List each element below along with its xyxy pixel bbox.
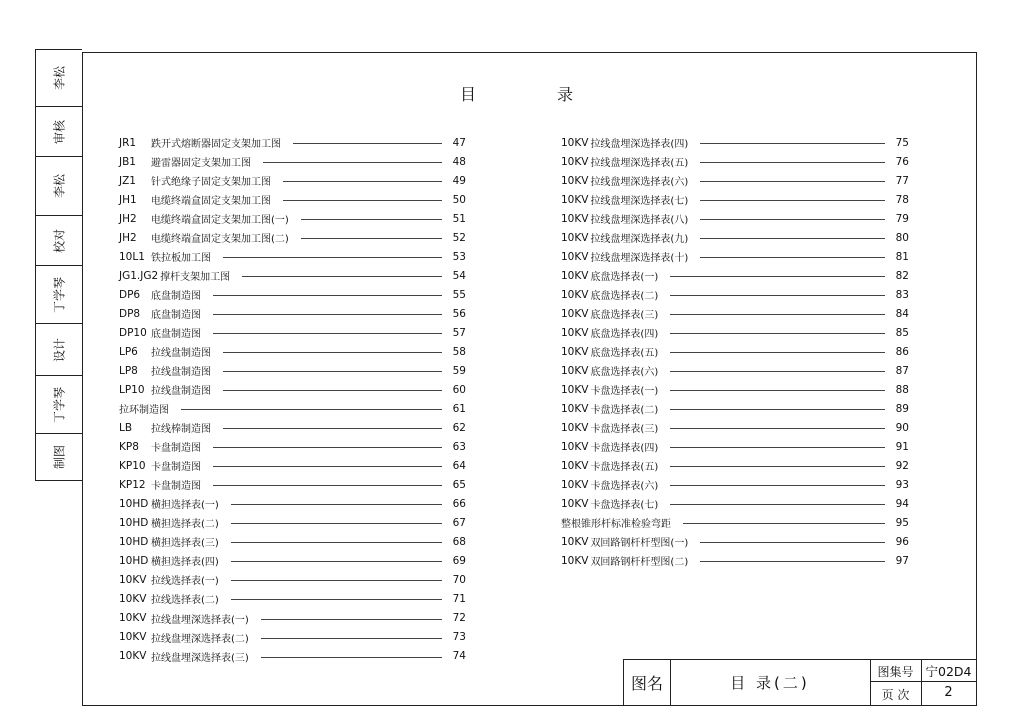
toc-entry-page: 79	[895, 212, 909, 225]
toc-leader-line	[213, 295, 442, 296]
toc-entry-code: 10KV	[119, 631, 147, 644]
toc-entry-code: LP8	[119, 364, 138, 377]
drawing-name-value: 目 录(二)	[730, 674, 810, 692]
toc-entry-title: 底盘制造图	[151, 329, 201, 341]
toc-entry-title: 卡盘选择表(三)	[590, 424, 659, 436]
toc-entry-title: 横担选择表(一)	[151, 500, 219, 512]
toc-entry-page: 58	[452, 345, 466, 358]
toc-entry-page: 67	[452, 516, 466, 529]
toc-entry	[119, 437, 466, 456]
toc-entry-code: DP6	[119, 288, 141, 301]
toc-entry-code: 10KV	[561, 193, 589, 206]
toc-entry-code: 10KV	[561, 402, 589, 415]
toc-leader-line	[213, 314, 442, 315]
toc-leader-line	[181, 409, 442, 410]
toc-entry-page: 65	[452, 478, 466, 491]
toc-entry-page: 87	[895, 364, 909, 377]
toc-leader-line	[261, 657, 442, 658]
toc-entry-title: 横担选择表(二)	[151, 519, 219, 531]
toc-entry-code: 10KV	[561, 288, 589, 301]
toc-entry	[561, 266, 909, 285]
toc-entry-code: 10KV	[561, 212, 589, 225]
toc-entry	[561, 399, 909, 418]
toc-entry-page: 96	[895, 535, 909, 548]
toc-entry	[561, 342, 909, 361]
toc-entry-code: 10KV	[119, 650, 147, 663]
toc-entry-code: 10KV	[561, 554, 589, 567]
toc-entry-code: KP8	[119, 440, 139, 453]
toc-entry-page: 83	[895, 288, 909, 301]
toc-entry-code: 10KV	[561, 345, 589, 358]
toc-entry-title: 跌开式熔断器固定支架加工图	[151, 139, 281, 150]
toc-leader-line	[261, 638, 442, 639]
toc-entry-code: 10KV	[561, 440, 589, 453]
toc-entry-page: 84	[895, 307, 909, 320]
toc-entry-title: 底盘制造图	[151, 310, 201, 322]
sidebar-cell-text: 李松	[52, 173, 67, 199]
sidebar-cell-text: 设计	[52, 337, 67, 362]
toc-leader-line	[670, 428, 885, 429]
toc-leader-line	[231, 561, 442, 562]
toc-entry-code: 10KV	[119, 573, 147, 586]
toc-leader-line	[700, 181, 885, 182]
toc-entry	[561, 532, 909, 551]
toc-entry-title: 拉线盘埋深选择表(九)	[590, 234, 689, 246]
toc-entry-code: JH1	[119, 193, 137, 206]
toc-entry	[561, 418, 909, 437]
sidebar-cell	[36, 216, 82, 266]
toc-leader-line	[261, 619, 442, 620]
toc-leader-line	[670, 352, 885, 353]
toc-entry-page: 55	[452, 288, 466, 301]
toc-leader-line	[700, 200, 885, 201]
toc-entry-page: 97	[895, 554, 909, 567]
toc-entry-title: 底盘选择表(五)	[590, 348, 659, 360]
title-block	[623, 659, 977, 706]
toc-entry-code: JG1.JG2	[119, 269, 159, 282]
toc-leader-line	[213, 333, 442, 334]
toc-leader-line	[670, 504, 885, 505]
toc-entry-title: 卡盘选择表(四)	[590, 443, 659, 455]
toc-entry-page: 49	[452, 174, 466, 187]
sidebar-cell-text: 李松	[52, 65, 67, 91]
toc-leader-line	[301, 238, 442, 239]
toc-entry-code: 10KV	[561, 307, 589, 320]
toc-entry-page: 56	[452, 307, 466, 320]
toc-entry-page: 80	[895, 231, 909, 244]
toc-entry-page: 59	[452, 364, 466, 377]
toc-entry-page: 51	[452, 212, 466, 225]
page-number-value: 2	[944, 685, 953, 700]
toc-entry-title: 卡盘选择表(七)	[590, 500, 659, 512]
toc-entry-code: 10HD	[119, 497, 149, 510]
toc-entry	[561, 437, 909, 456]
toc-entry	[119, 171, 466, 190]
toc-entry-page: 50	[452, 193, 466, 206]
toc-entry-title: 拉线盘埋深选择表(六)	[590, 177, 689, 189]
atlas-number-value: 宁02D4	[925, 664, 972, 679]
toc-entry	[561, 304, 909, 323]
toc-entry-code: JH2	[119, 212, 137, 225]
toc-entry	[561, 133, 909, 152]
toc-entry-page: 82	[895, 269, 909, 282]
toc-leader-line	[670, 390, 885, 391]
toc-entry-code: KP10	[119, 459, 146, 472]
toc-entry	[119, 266, 466, 285]
toc-entry-title: 拉线棒制造图	[151, 424, 211, 436]
toc-entry	[119, 589, 466, 608]
toc-entry-code: JR1	[119, 136, 137, 149]
toc-entry-page: 48	[452, 155, 466, 168]
toc-entry	[119, 285, 466, 304]
toc-entry-title: 撑杆支架加工图	[160, 272, 231, 284]
toc-entry-title: 卡盘选择表(二)	[590, 405, 659, 417]
toc-entry-title: 横担选择表(四)	[151, 557, 219, 569]
toc-entry-code: KP12	[119, 478, 146, 491]
drawing-name-label: 图名	[630, 674, 663, 693]
toc-leader-line	[231, 580, 442, 581]
toc-leader-line	[700, 542, 885, 543]
toc-entry-code: 10KV	[561, 497, 589, 510]
toc-entry	[119, 647, 466, 666]
toc-entry-page: 85	[895, 326, 909, 339]
toc-entry-title: 拉线盘埋深选择表(三)	[151, 652, 249, 664]
toc-leader-line	[231, 504, 442, 505]
toc-entry-page: 95	[895, 516, 909, 529]
toc-leader-line	[670, 276, 885, 277]
toc-entry-title: 拉线盘制造图	[151, 386, 211, 398]
toc-leader-line	[700, 238, 885, 239]
toc-entry	[119, 475, 466, 494]
sidebar-cell-text: 丁学琴	[52, 276, 67, 313]
toc-leader-line	[223, 390, 442, 391]
toc-entry	[119, 228, 466, 247]
toc-leader-line	[700, 219, 885, 220]
toc-leader-line	[670, 371, 885, 372]
toc-leader-line	[700, 561, 885, 562]
toc-entry	[119, 323, 466, 342]
toc-entry-code: 10HD	[119, 554, 149, 567]
toc-entry-page: 62	[452, 421, 466, 434]
toc-entry-title: 卡盘制造图	[151, 462, 201, 474]
toc-entry-title: 卡盘选择表(六)	[590, 481, 659, 493]
toc-leader-line	[283, 200, 442, 201]
toc-entry-code: 10KV	[561, 459, 589, 472]
toc-entry-code: JB1	[119, 155, 136, 168]
toc-entry-title: 底盘制造图	[151, 291, 201, 303]
toc-entry-page: 73	[452, 631, 466, 644]
sidebar-cell	[36, 50, 82, 107]
toc-entry-title: 拉线盘制造图	[151, 367, 211, 379]
toc-entry	[561, 494, 909, 513]
toc-entry	[561, 323, 909, 342]
toc-entry-title: 底盘选择表(一)	[590, 272, 659, 284]
toc-entry-title: 针式绝缘子固定支架加工图	[151, 177, 271, 189]
sidebar-cell	[36, 157, 82, 216]
toc-entry-title: 双回路钢杆杆型图(一)	[590, 538, 689, 550]
toc-entry	[119, 570, 466, 589]
toc-entry-code: 10KV	[119, 592, 147, 605]
toc-entry-page: 90	[895, 421, 909, 434]
toc-entry-code: JZ1	[119, 174, 136, 187]
toc-leader-line	[263, 162, 442, 163]
toc-entry-code: 10KV	[561, 250, 589, 263]
toc-leader-line	[293, 143, 442, 144]
toc-entry-page: 52	[452, 231, 466, 244]
toc-entry-title: 拉线盘埋深选择表(二)	[151, 633, 249, 645]
toc-leader-line	[231, 523, 442, 524]
toc-entry	[561, 380, 909, 399]
toc-entry-page: 77	[895, 174, 909, 187]
sidebar-cell	[36, 324, 82, 376]
toc-leader-line	[670, 295, 885, 296]
toc-leader-line	[242, 276, 442, 277]
toc-entry-code: LP10	[119, 383, 145, 396]
toc-entry-title: 拉线盘埋深选择表(一)	[151, 614, 249, 626]
toc-entry	[561, 209, 909, 228]
toc-entry	[119, 380, 466, 399]
toc-entry	[119, 133, 466, 152]
toc-entry-title: 拉环制造图	[119, 405, 169, 417]
toc-entry-page: 93	[895, 478, 909, 491]
toc-entry-title: 卡盘选择表(五)	[590, 462, 659, 474]
toc-leader-line	[301, 219, 442, 220]
toc-entry-page: 81	[895, 250, 909, 263]
toc-entry-title: 拉线选择表(一)	[151, 576, 219, 588]
toc-leader-line	[213, 466, 442, 467]
toc-leader-line	[231, 599, 442, 600]
toc-entry	[119, 609, 466, 628]
toc-entry	[119, 342, 466, 361]
toc-entry-page: 54	[452, 269, 466, 282]
toc-entry-page: 92	[895, 459, 909, 472]
toc-entry	[119, 209, 466, 228]
toc-entry	[561, 513, 909, 532]
toc-entry-title: 底盘选择表(四)	[590, 329, 659, 341]
toc-entry-code: 10KV	[561, 326, 589, 339]
toc-entry-title: 卡盘制造图	[151, 481, 201, 493]
toc-entry-page: 69	[452, 554, 466, 567]
toc-entry	[119, 628, 466, 647]
toc-entry	[119, 418, 466, 437]
toc-entry	[561, 285, 909, 304]
toc-entry-page: 91	[895, 440, 909, 453]
toc-leader-line	[670, 485, 885, 486]
toc-entry-title: 铁拉板加工图	[151, 253, 211, 265]
toc-entry-code: 10KV	[561, 136, 589, 149]
toc-entry	[119, 551, 466, 570]
toc-entry	[119, 152, 466, 171]
toc-entry	[561, 361, 909, 380]
toc-entry-page: 60	[452, 383, 466, 396]
atlas-number-label: 图集号	[877, 665, 914, 679]
sidebar-cell-text: 丁学琴	[52, 386, 67, 423]
toc-entry-title: 拉线选择表(二)	[151, 595, 219, 607]
toc-entry	[119, 304, 466, 323]
toc-entry-page: 75	[895, 136, 909, 149]
toc-entry-code: 10KV	[561, 364, 589, 377]
toc-entry	[561, 551, 909, 570]
toc-entry	[561, 475, 909, 494]
toc-entry-code: 10KV	[561, 421, 589, 434]
toc-entry-title: 拉线盘埋深选择表(十)	[590, 253, 689, 265]
toc-entry-title: 电缆终端盒固定支架加工图	[151, 196, 271, 208]
toc-entry-page: 78	[895, 193, 909, 206]
sidebar-cell-text: 校对	[52, 228, 67, 253]
toc-entry-code: LB	[119, 421, 133, 434]
page-title-right: 录	[557, 85, 574, 104]
toc-leader-line	[283, 181, 442, 182]
toc-entry-code: 10KV	[561, 174, 589, 187]
toc-entry-code: 10KV	[561, 383, 589, 396]
toc-entry	[561, 228, 909, 247]
toc-entry	[119, 513, 466, 532]
toc-entry-page: 89	[895, 402, 909, 415]
toc-entry-title: 拉线盘制造图	[151, 348, 211, 360]
sidebar-cell	[36, 266, 82, 324]
page-number-label: 页 次	[881, 688, 910, 702]
toc-entry-title: 拉线盘埋深选择表(四)	[590, 139, 689, 150]
toc-entry-code: JH2	[119, 231, 137, 244]
toc-entry	[119, 532, 466, 551]
toc-leader-line	[700, 162, 885, 163]
toc-entry-page: 74	[452, 650, 466, 663]
toc-entry	[561, 152, 909, 171]
sidebar-cell	[36, 107, 82, 157]
toc-leader-line	[700, 143, 885, 144]
toc-entry-title: 整根锥形杆标准检验弯距	[561, 519, 671, 531]
toc-entry-page: 66	[452, 497, 466, 510]
toc-entry-page: 94	[895, 497, 909, 510]
signature-strip	[35, 49, 82, 481]
title-block-divider	[870, 681, 976, 682]
toc-entry-code: LP6	[119, 345, 138, 358]
toc-entry-title: 拉线盘埋深选择表(五)	[590, 158, 689, 170]
toc-entry-title: 拉线盘埋深选择表(八)	[590, 215, 689, 227]
toc-entry-title: 卡盘制造图	[151, 443, 201, 455]
sidebar-cell-text: 审核	[52, 119, 67, 144]
sidebar-cell	[36, 376, 82, 434]
toc-entry	[119, 456, 466, 475]
toc-entry-title: 横担选择表(三)	[151, 538, 219, 550]
toc-entry-title: 底盘选择表(六)	[590, 367, 659, 379]
toc-entry-page: 86	[895, 345, 909, 358]
toc-entry-title: 底盘选择表(二)	[590, 291, 659, 303]
toc-leader-line	[213, 485, 442, 486]
toc-entry-code: DP8	[119, 307, 141, 320]
toc-entry	[119, 399, 466, 418]
toc-entry	[119, 494, 466, 513]
toc-entry-page: 53	[452, 250, 466, 263]
sidebar-cell	[36, 434, 82, 480]
toc-entry-code: 10KV	[119, 612, 147, 624]
toc-entry	[561, 171, 909, 190]
toc-entry-title: 双回路钢杆杆型图(二)	[590, 557, 689, 569]
toc-entry-title: 卡盘选择表(一)	[590, 386, 659, 398]
toc-leader-line	[670, 409, 885, 410]
toc-leader-line	[223, 257, 442, 258]
toc-entry-code: 10KV	[561, 535, 589, 548]
toc-leader-line	[683, 523, 885, 524]
toc-entry-title: 底盘选择表(三)	[590, 310, 659, 322]
toc-leader-line	[213, 447, 442, 448]
toc-entry-code: DP10	[119, 326, 147, 339]
toc-entry-code: 10KV	[561, 269, 589, 282]
toc-entry-page: 63	[452, 440, 466, 453]
toc-entry-page: 57	[452, 326, 466, 339]
toc-entry-title: 电缆终端盒固定支架加工图(一)	[151, 215, 289, 227]
toc-entry-title: 避雷器固定支架加工图	[151, 158, 251, 170]
toc-entry-code: 10KV	[561, 231, 589, 244]
toc-entry-page: 61	[452, 402, 466, 415]
toc-leader-line	[223, 352, 442, 353]
toc-entry-page: 88	[895, 383, 909, 396]
toc-leader-line	[231, 542, 442, 543]
toc-entry-title: 电缆终端盒固定支架加工图(二)	[151, 234, 289, 246]
toc-entry	[119, 190, 466, 209]
toc-entry-code: 10HD	[119, 516, 149, 529]
toc-leader-line	[223, 371, 442, 372]
toc-entry-page: 64	[452, 459, 466, 472]
toc-entry-page: 76	[895, 155, 909, 168]
toc-entry-title: 拉线盘埋深选择表(七)	[590, 196, 689, 208]
page-title-left: 目	[460, 85, 477, 104]
toc-entry-page: 68	[452, 535, 466, 548]
toc-entry-code: 10KV	[561, 478, 589, 491]
toc-leader-line	[670, 314, 885, 315]
toc-entry-page: 70	[452, 573, 466, 586]
toc-entry-code: 10KV	[561, 155, 589, 168]
toc-entry	[561, 247, 909, 266]
toc-entry	[561, 190, 909, 209]
toc-entry	[561, 456, 909, 475]
toc-entry-page: 47	[452, 136, 466, 149]
sidebar-cell-text: 制图	[52, 444, 67, 470]
toc-leader-line	[223, 428, 442, 429]
toc-leader-line	[670, 333, 885, 334]
toc-entry-page: 72	[452, 612, 466, 624]
toc-leader-line	[700, 257, 885, 258]
toc-entry	[119, 247, 466, 266]
toc-leader-line	[670, 466, 885, 467]
toc-entry-code: 10L1	[119, 250, 145, 263]
toc-entry-code: 10HD	[119, 535, 149, 548]
toc-entry	[119, 361, 466, 380]
toc-leader-line	[670, 447, 885, 448]
toc-entry-page: 71	[452, 592, 466, 605]
